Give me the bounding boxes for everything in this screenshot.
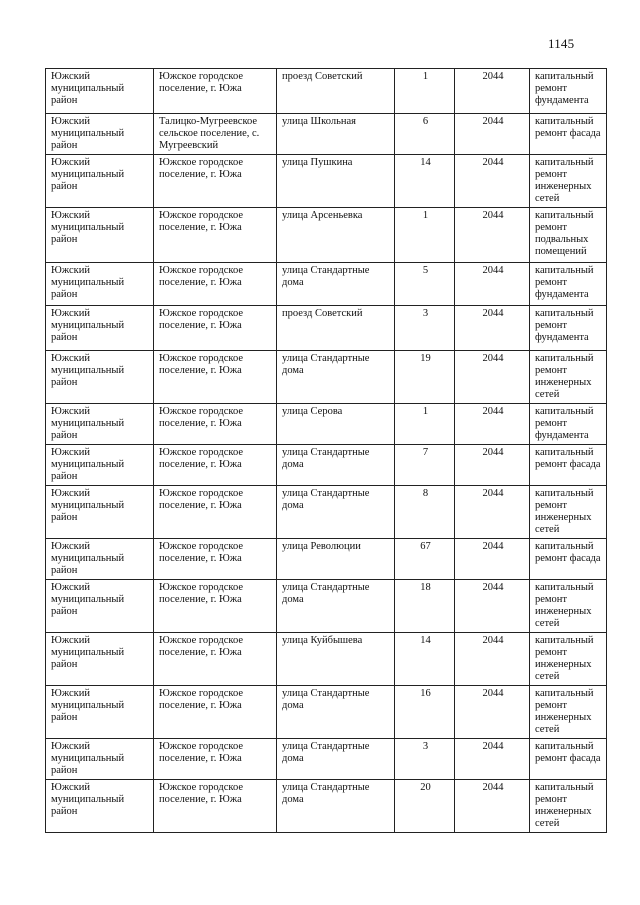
street-cell: улица Стандартные дома bbox=[277, 580, 395, 633]
table-row bbox=[46, 404, 607, 445]
settlement-cell: Южское городское поселение, г. Южа bbox=[154, 404, 277, 445]
settlement-cell: Южское городское поселение, г. Южа bbox=[154, 208, 277, 263]
table-row bbox=[46, 686, 607, 739]
house-number-cell: 3 bbox=[395, 306, 455, 351]
year-cell: 2044 bbox=[455, 69, 530, 114]
street-cell: улица Серова bbox=[277, 404, 395, 445]
district-cell: Южский муниципальный район bbox=[46, 404, 154, 445]
street-cell: улица Стандартные дома bbox=[277, 486, 395, 539]
house-number-cell: 1 bbox=[395, 69, 455, 114]
street-cell: улица Стандартные дома bbox=[277, 686, 395, 739]
year-cell: 2044 bbox=[455, 155, 530, 208]
year-cell: 2044 bbox=[455, 114, 530, 155]
street-cell: улица Стандартные дома bbox=[277, 263, 395, 306]
settlement-cell: Южское городское поселение, г. Южа bbox=[154, 155, 277, 208]
settlement-cell: Южское городское поселение, г. Южа bbox=[154, 306, 277, 351]
work-type-cell: капитальный ремонт фундамента bbox=[530, 404, 607, 445]
settlement-cell: Южское городское поселение, г. Южа bbox=[154, 351, 277, 404]
table-row bbox=[46, 539, 607, 580]
house-number-cell: 14 bbox=[395, 633, 455, 686]
table-row bbox=[46, 69, 607, 114]
year-cell: 2044 bbox=[455, 445, 530, 486]
house-number-cell: 20 bbox=[395, 780, 455, 833]
district-cell: Южский муниципальный район bbox=[46, 580, 154, 633]
district-cell: Южский муниципальный район bbox=[46, 155, 154, 208]
work-type-cell: капитальный ремонт инженерных сетей bbox=[530, 580, 607, 633]
street-cell: улица Стандартные дома bbox=[277, 780, 395, 833]
work-type-cell: капитальный ремонт подвальных помещений bbox=[530, 208, 607, 263]
settlement-cell: Южское городское поселение, г. Южа bbox=[154, 780, 277, 833]
house-number-cell: 16 bbox=[395, 686, 455, 739]
district-cell: Южский муниципальный район bbox=[46, 306, 154, 351]
district-cell: Южский муниципальный район bbox=[46, 633, 154, 686]
repair-schedule-table bbox=[45, 68, 607, 833]
district-cell: Южский муниципальный район bbox=[46, 114, 154, 155]
work-type-cell: капитальный ремонт фундамента bbox=[530, 306, 607, 351]
settlement-cell: Южское городское поселение, г. Южа bbox=[154, 263, 277, 306]
street-cell: улица Революции bbox=[277, 539, 395, 580]
table-row bbox=[46, 208, 607, 263]
table-row bbox=[46, 306, 607, 351]
work-type-cell: капитальный ремонт инженерных сетей bbox=[530, 486, 607, 539]
house-number-cell: 14 bbox=[395, 155, 455, 208]
work-type-cell: капитальный ремонт инженерных сетей bbox=[530, 780, 607, 833]
work-type-cell: капитальный ремонт фасада bbox=[530, 445, 607, 486]
district-cell: Южский муниципальный район bbox=[46, 208, 154, 263]
table-row bbox=[46, 155, 607, 208]
work-type-cell: капитальный ремонт фасада bbox=[530, 114, 607, 155]
settlement-cell: Южское городское поселение, г. Южа bbox=[154, 633, 277, 686]
house-number-cell: 1 bbox=[395, 404, 455, 445]
year-cell: 2044 bbox=[455, 486, 530, 539]
house-number-cell: 8 bbox=[395, 486, 455, 539]
year-cell: 2044 bbox=[455, 633, 530, 686]
settlement-cell: Южское городское поселение, г. Южа bbox=[154, 580, 277, 633]
street-cell: улица Стандартные дома bbox=[277, 351, 395, 404]
work-type-cell: капитальный ремонт инженерных сетей bbox=[530, 633, 607, 686]
settlement-cell: Талицко-Мугреевское сельское поселение, с. Мугреевский bbox=[154, 114, 277, 155]
year-cell: 2044 bbox=[455, 306, 530, 351]
year-cell: 2044 bbox=[455, 351, 530, 404]
house-number-cell: 7 bbox=[395, 445, 455, 486]
street-cell: улица Куйбышева bbox=[277, 633, 395, 686]
settlement-cell: Южское городское поселение, г. Южа bbox=[154, 486, 277, 539]
district-cell: Южский муниципальный район bbox=[46, 486, 154, 539]
year-cell: 2044 bbox=[455, 208, 530, 263]
table-row bbox=[46, 486, 607, 539]
settlement-cell: Южское городское поселение, г. Южа bbox=[154, 739, 277, 780]
district-cell: Южский муниципальный район bbox=[46, 69, 154, 114]
settlement-cell: Южское городское поселение, г. Южа bbox=[154, 539, 277, 580]
table-row bbox=[46, 633, 607, 686]
table-row bbox=[46, 114, 607, 155]
district-cell: Южский муниципальный район bbox=[46, 445, 154, 486]
work-type-cell: капитальный ремонт фасада bbox=[530, 739, 607, 780]
house-number-cell: 5 bbox=[395, 263, 455, 306]
work-type-cell: капитальный ремонт фасада bbox=[530, 539, 607, 580]
district-cell: Южский муниципальный район bbox=[46, 539, 154, 580]
house-number-cell: 6 bbox=[395, 114, 455, 155]
district-cell: Южский муниципальный район bbox=[46, 263, 154, 306]
table-row bbox=[46, 580, 607, 633]
settlement-cell: Южское городское поселение, г. Южа bbox=[154, 69, 277, 114]
year-cell: 2044 bbox=[455, 580, 530, 633]
table-row bbox=[46, 351, 607, 404]
work-type-cell: капитальный ремонт фундамента bbox=[530, 69, 607, 114]
year-cell: 2044 bbox=[455, 539, 530, 580]
year-cell: 2044 bbox=[455, 263, 530, 306]
district-cell: Южский муниципальный район bbox=[46, 780, 154, 833]
work-type-cell: капитальный ремонт инженерных сетей bbox=[530, 155, 607, 208]
street-cell: улица Стандартные дома bbox=[277, 445, 395, 486]
settlement-cell: Южское городское поселение, г. Южа bbox=[154, 445, 277, 486]
street-cell: улица Пушкина bbox=[277, 155, 395, 208]
settlement-cell: Южское городское поселение, г. Южа bbox=[154, 686, 277, 739]
street-cell: улица Арсеньевка bbox=[277, 208, 395, 263]
table-row bbox=[46, 263, 607, 306]
street-cell: проезд Советский bbox=[277, 69, 395, 114]
table-row bbox=[46, 780, 607, 833]
table-row bbox=[46, 445, 607, 486]
year-cell: 2044 bbox=[455, 686, 530, 739]
district-cell: Южский муниципальный район bbox=[46, 686, 154, 739]
street-cell: улица Стандартные дома bbox=[277, 739, 395, 780]
street-cell: проезд Советский bbox=[277, 306, 395, 351]
district-cell: Южский муниципальный район bbox=[46, 739, 154, 780]
house-number-cell: 1 bbox=[395, 208, 455, 263]
house-number-cell: 3 bbox=[395, 739, 455, 780]
district-cell: Южский муниципальный район bbox=[46, 351, 154, 404]
year-cell: 2044 bbox=[455, 404, 530, 445]
year-cell: 2044 bbox=[455, 780, 530, 833]
year-cell: 2044 bbox=[455, 739, 530, 780]
street-cell: улица Школьная bbox=[277, 114, 395, 155]
work-type-cell: капитальный ремонт фундамента bbox=[530, 263, 607, 306]
house-number-cell: 67 bbox=[395, 539, 455, 580]
house-number-cell: 18 bbox=[395, 580, 455, 633]
house-number-cell: 19 bbox=[395, 351, 455, 404]
work-type-cell: капитальный ремонт инженерных сетей bbox=[530, 351, 607, 404]
table-row bbox=[46, 739, 607, 780]
work-type-cell: капитальный ремонт инженерных сетей bbox=[530, 686, 607, 739]
page-number: 1145 bbox=[548, 36, 575, 51]
